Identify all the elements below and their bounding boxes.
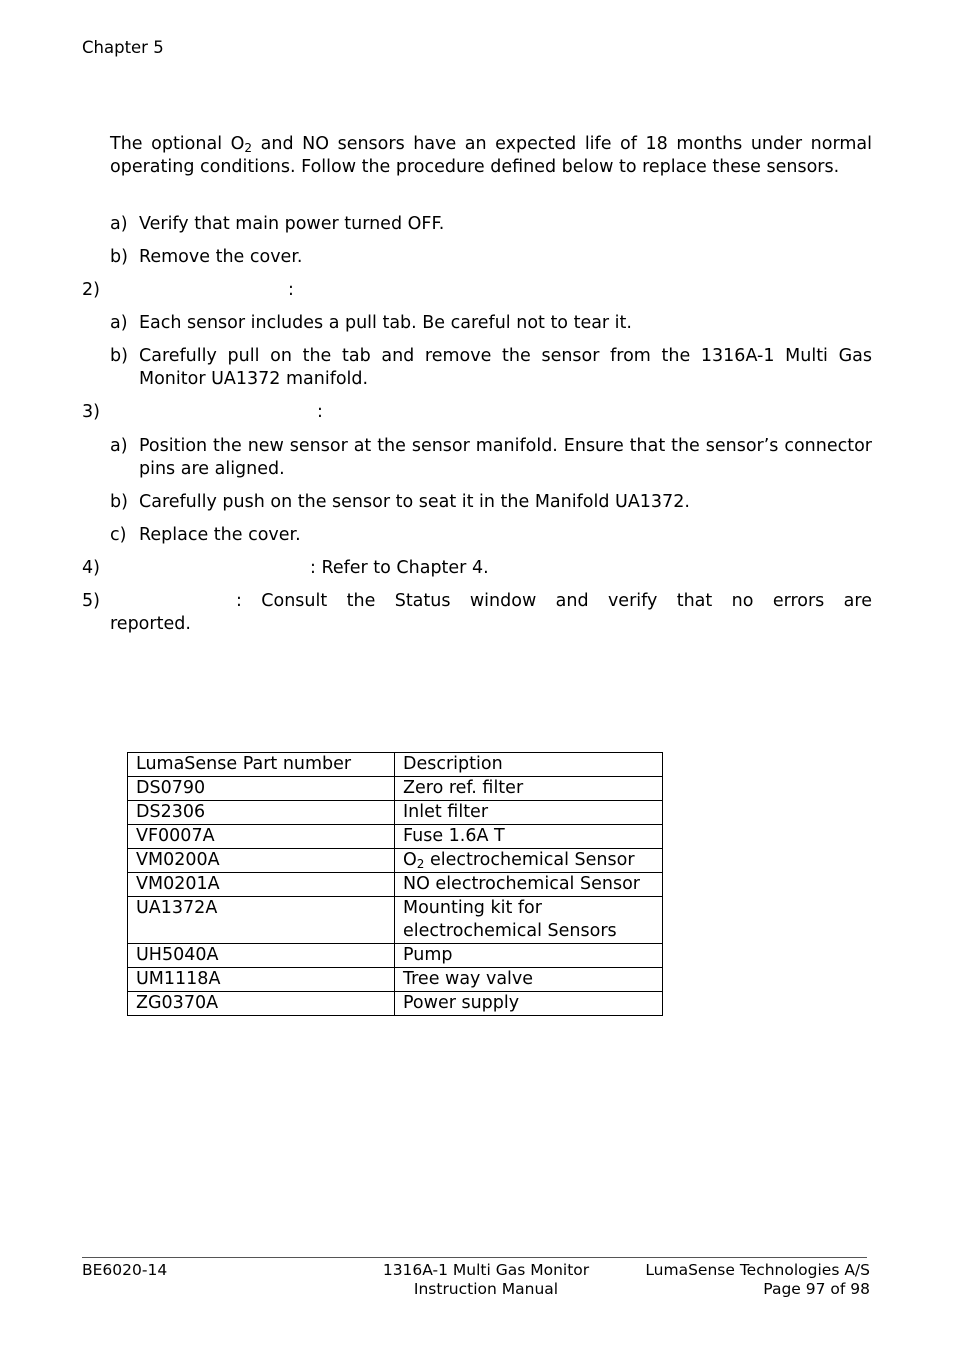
item-label: a)	[110, 436, 128, 456]
item-text: Remove the cover.	[139, 247, 303, 267]
column-header: LumaSense Part number	[128, 753, 395, 777]
table-row	[128, 944, 663, 968]
step-text: : Consult the Status window and verify that no errors are	[236, 591, 872, 611]
item-label: b)	[110, 247, 128, 267]
part-number-cell: VM0200A	[128, 849, 395, 873]
item-label: a)	[110, 214, 128, 234]
footer-title-line2: Instruction Manual	[413, 1280, 559, 1298]
table-row	[128, 849, 663, 873]
footer-title-line1: 1316A-1 Multi Gas Monitor	[382, 1261, 590, 1279]
step-heading-suffix: :	[288, 280, 294, 300]
step2-item-b	[110, 345, 872, 391]
step1-item-a	[110, 213, 872, 236]
item-text: Each sensor includes a pull tab. Be careful not to tear it.	[139, 313, 632, 333]
step4-line	[82, 557, 872, 580]
step5-continuation: reported.	[110, 614, 191, 634]
item-label: a)	[110, 313, 128, 333]
table-row	[128, 801, 663, 825]
description-cell: Fuse 1.6A T	[395, 825, 663, 849]
step2-heading	[82, 279, 872, 302]
description-cell: Inlet filter	[395, 801, 663, 825]
part-number-cell: UM1118A	[128, 968, 395, 992]
item-text: Carefully pull on the tab and remove the sensor from the 1316A-1 Multi Gas Monitor UA1372 manifold.	[139, 346, 872, 389]
table-row	[128, 777, 663, 801]
item-text: Replace the cover.	[139, 525, 301, 545]
step2-item-a	[110, 312, 872, 335]
part-number-cell: VF0007A	[128, 825, 395, 849]
item-label: c)	[110, 525, 127, 545]
item-text: Position the new sensor at the sensor manifold. Ensure that the sensor’s connector pins are aligned.	[139, 436, 872, 479]
step-heading-suffix: :	[317, 402, 323, 422]
part-number-cell: DS2306	[128, 801, 395, 825]
item-text: Carefully push on the sensor to seat it in the Manifold UA1372.	[139, 492, 690, 512]
part-number-cell: VM0201A	[128, 873, 395, 897]
step1-item-b	[110, 246, 872, 269]
intro-text-pre: The optional O	[110, 134, 245, 154]
table-row	[128, 897, 663, 944]
step-number: 5)	[82, 591, 100, 611]
intro-paragraph	[110, 133, 872, 179]
table-row	[128, 825, 663, 849]
description-cell	[395, 849, 663, 873]
item-text: Verify that main power turned OFF.	[139, 214, 445, 234]
table-row	[128, 968, 663, 992]
parts-table	[127, 752, 663, 1016]
description-post: electrochemical Sensor	[424, 850, 635, 870]
table-row	[128, 873, 663, 897]
table-row	[128, 992, 663, 1016]
step-number: 2)	[82, 280, 100, 300]
description-cell: Zero ref. filter	[395, 777, 663, 801]
description-cell: NO electrochemical Sensor	[395, 873, 663, 897]
footer-divider	[82, 1257, 867, 1258]
step3-item-a	[110, 435, 872, 481]
footer-title	[360, 1261, 612, 1299]
step3-heading	[82, 401, 872, 424]
step-number: 3)	[82, 402, 100, 422]
step-number: 4)	[82, 558, 100, 578]
part-number-cell: UA1372A	[128, 897, 395, 944]
part-number-cell: DS0790	[128, 777, 395, 801]
description-cell: Pump	[395, 944, 663, 968]
intro-subscript: 2	[244, 141, 253, 155]
step-text: : Refer to Chapter 4.	[310, 558, 489, 578]
column-header: Description	[395, 753, 663, 777]
step5-line	[82, 590, 872, 613]
description-cell: Tree way valve	[395, 968, 663, 992]
footer-company-page	[612, 1261, 870, 1299]
part-number-cell: ZG0370A	[128, 992, 395, 1016]
item-label: b)	[110, 492, 128, 512]
table-header-row	[128, 753, 663, 777]
description-pre: O	[403, 850, 417, 870]
chapter-header: Chapter 5	[82, 38, 164, 57]
part-number-cell: UH5040A	[128, 944, 395, 968]
description-subscript: 2	[416, 857, 425, 871]
footer-doc-number: BE6020-14	[82, 1261, 168, 1279]
description-cell: Mounting kit for electrochemical Sensors	[395, 897, 663, 944]
intro-text-post: and NO sensors have an expected life of 18 months under normal operating conditions. Follow the procedure defined below to replace these sensors.	[110, 134, 872, 177]
description-cell: Power supply	[395, 992, 663, 1016]
step3-item-c	[110, 524, 872, 547]
footer-page-number: Page 97 of 98	[763, 1280, 870, 1298]
step3-item-b	[110, 491, 872, 514]
footer-company: LumaSense Technologies A/S	[645, 1261, 870, 1279]
item-label: b)	[110, 346, 128, 366]
